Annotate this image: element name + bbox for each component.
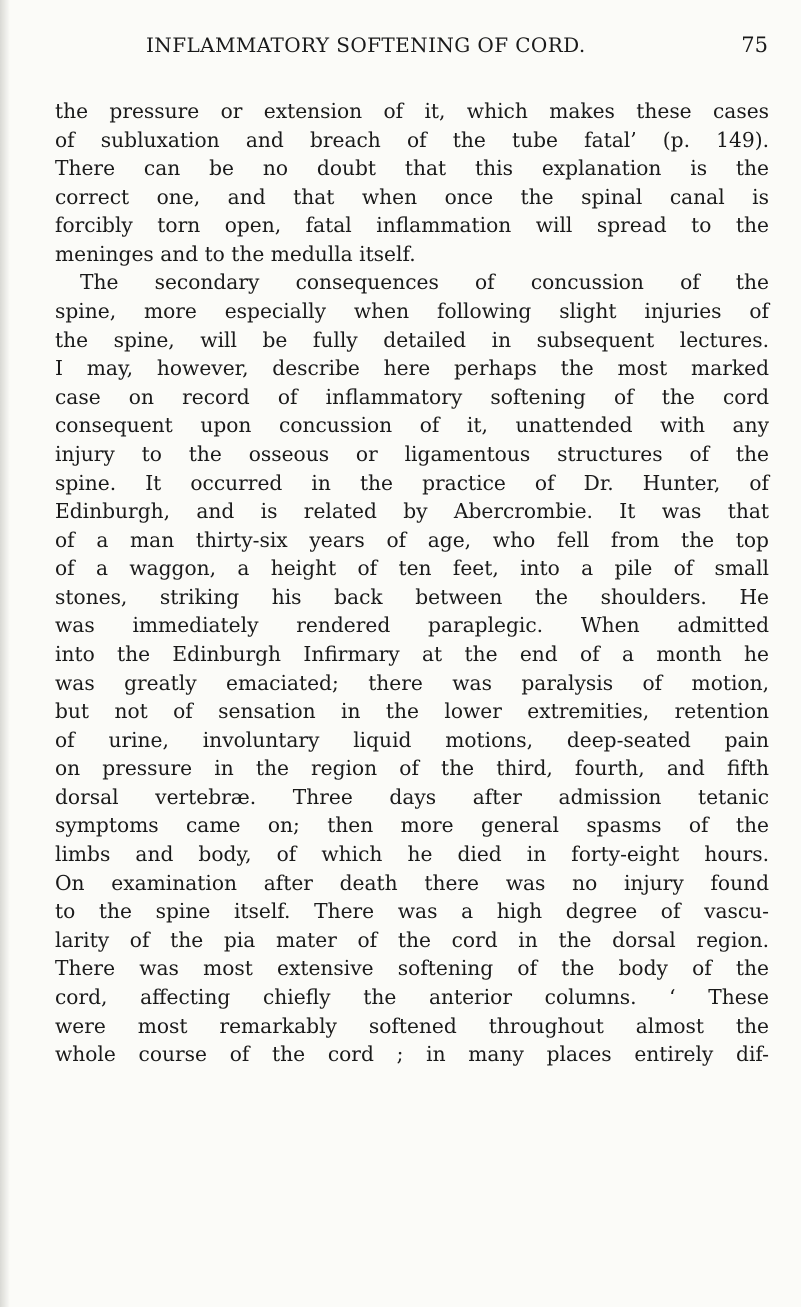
text-line: injury to the osseous or ligamentous structures of the [55, 441, 769, 466]
text-line: into the Edinburgh Infirmary at the end of a month he [55, 641, 769, 666]
text-line: On examination after death there was no injury found [55, 870, 769, 895]
text-line: limbs and body, of which he died in forty-eight hours. [55, 842, 769, 867]
text-line: meninges and to the medulla itself. [55, 241, 416, 266]
text-line: cord, affecting chiefly the anterior columns. ‘ These [55, 984, 769, 1009]
page-gutter-shadow [0, 0, 10, 1307]
text-line: symptoms came on; then more general spasms of the [55, 813, 769, 838]
text-line: dorsal vertebræ. Three days after admission tetanic [55, 784, 769, 809]
text-line: There was most extensive softening of the body of the [55, 956, 769, 981]
text-line: to the spine itself. There was a high degree of vascu- [55, 899, 769, 924]
text-line: of urine, involuntary liquid motions, deep-seated pain [55, 727, 769, 752]
text-line: There can be no doubt that this explanation is the [55, 156, 769, 181]
text-line: larity of the pia mater of the cord in the dorsal region. [55, 927, 769, 952]
page-number: 75 [741, 33, 768, 57]
text-line: of a man thirty-six years of age, who fell from the top [55, 527, 769, 552]
text-line: but not of sensation in the lower extremities, retention [55, 699, 769, 724]
text-line: consequent upon concussion of it, unattended with any [55, 413, 769, 438]
text-line: Edinburgh, and is related by Abercrombie. It was that [55, 499, 769, 524]
text-line: I may, however, describe here perhaps the most marked [55, 356, 769, 381]
text-line: stones, striking his back between the shoulders. He [55, 584, 769, 609]
text-line: on pressure in the region of the third, fourth, and fifth [55, 756, 769, 781]
running-title: INFLAMMATORY SOFTENING OF CORD. [146, 33, 586, 57]
text-line: of subluxation and breach of the tube fatal’ (p. 149). [55, 127, 769, 152]
text-line: whole course of the cord ; in many places entirely dif- [55, 1042, 769, 1067]
text-line: spine, more especially when following slight injuries of [55, 299, 769, 324]
text-line: correct one, and that when once the spinal canal is [55, 184, 769, 209]
text-line: The secondary consequences of concussion of the [80, 270, 769, 295]
text-line: was greatly emaciated; there was paralysis of motion, [55, 670, 769, 695]
text-line: the spine, will be fully detailed in subsequent lectures. [55, 327, 769, 352]
text-line: case on record of inflammatory softening of the cord [55, 384, 769, 409]
text-line: forcibly torn open, fatal inflammation will spread to the [55, 213, 769, 238]
text-line: was immediately rendered paraplegic. When admitted [55, 613, 769, 638]
running-head [0, 33, 801, 61]
body-text [55, 97, 769, 1069]
text-line: the pressure or extension of it, which makes these cases [55, 99, 769, 123]
text-line: of a waggon, a height of ten feet, into a pile of small [55, 556, 769, 581]
text-line: spine. It occurred in the practice of Dr. Hunter, of [55, 470, 769, 495]
text-line: were most remarkably softened throughout almost the [55, 1013, 769, 1038]
